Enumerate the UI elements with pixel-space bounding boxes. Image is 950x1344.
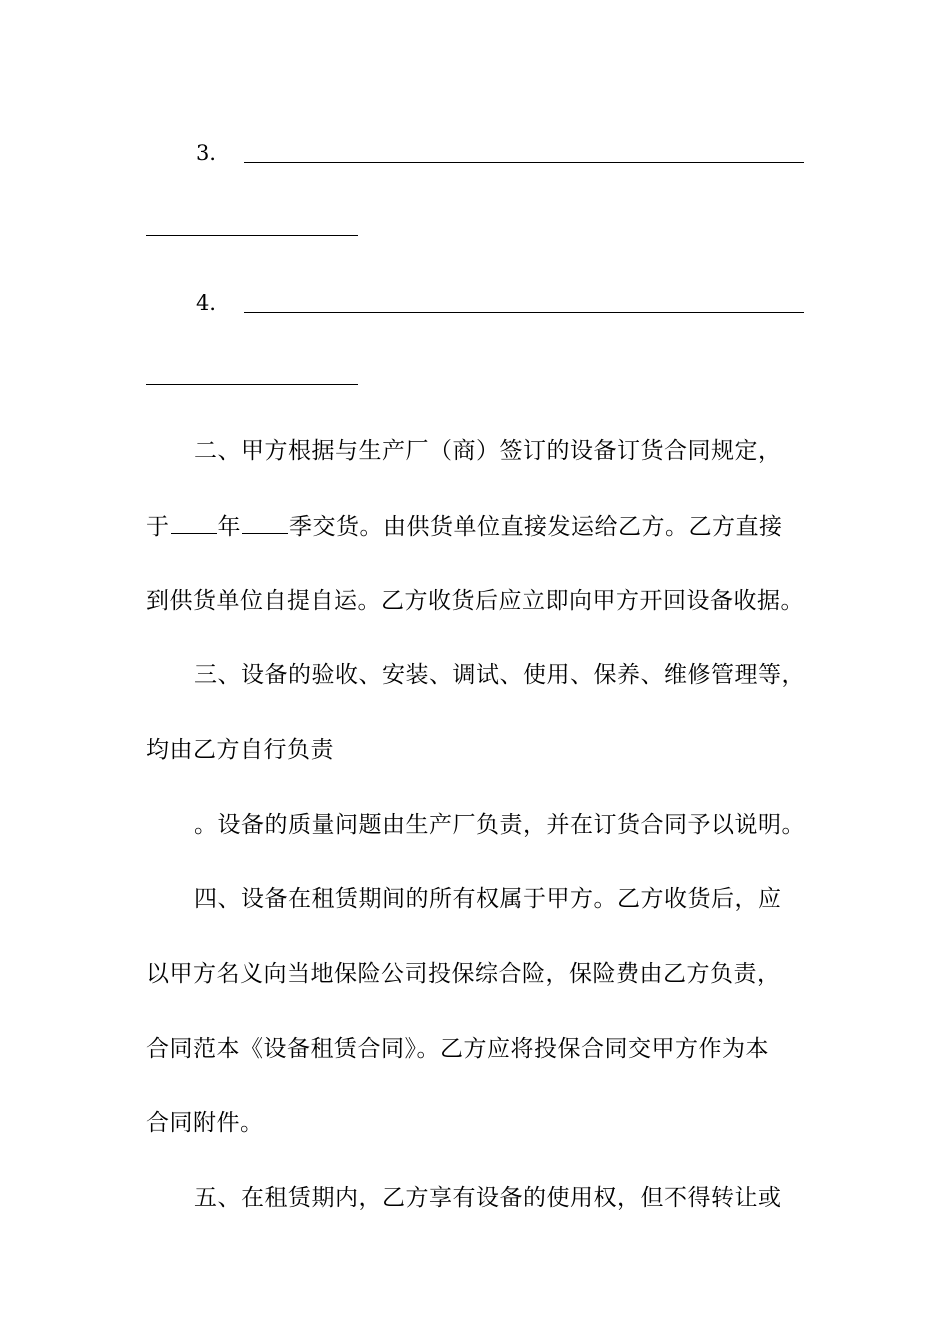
fill-line-4a: [244, 312, 804, 313]
paragraph-line: 以甲方名义向当地保险公司投保综合险，保险费由乙方负责，: [146, 961, 781, 987]
text-segment: 于: [146, 514, 170, 540]
fill-line-3b: [146, 235, 358, 236]
paragraph-line: 五、在租赁期内，乙方享有设备的使用权，但不得转让或: [194, 1185, 782, 1211]
year-blank: [171, 511, 217, 534]
item-number-3: 3．: [196, 141, 231, 165]
paragraph-line: 到供货单位自提自运。乙方收货后应立即向甲方开回设备收据。: [146, 588, 804, 614]
paragraph-line: 。设备的质量问题由生产厂负责，并在订货合同予以说明。: [194, 812, 805, 838]
paragraph-line: 合同范本《设备租赁合同》。乙方应将投保合同交甲方作为本: [146, 1036, 769, 1062]
text-segment: 年: [217, 514, 241, 540]
text-segment: 季交货。由供货单位直接发运给乙方。乙方直接: [289, 514, 783, 540]
paragraph-line: 四、设备在租赁期间的所有权属于甲方。乙方收货后，应: [194, 886, 782, 912]
season-blank: [242, 511, 288, 534]
fill-line-4b: [146, 384, 358, 385]
paragraph-line: [146, 511, 806, 542]
paragraph-line: 均由乙方自行负责: [146, 737, 334, 763]
fill-line-3a: [244, 162, 804, 163]
item-number-4: 4．: [196, 291, 231, 315]
paragraph-line: 合同附件。: [146, 1110, 264, 1136]
paragraph-line: 二、甲方根据与生产厂（商）签订的设备订货合同规定，: [194, 438, 782, 464]
paragraph-line: 三、设备的验收、安装、调试、使用、保养、维修管理等，: [194, 662, 805, 688]
